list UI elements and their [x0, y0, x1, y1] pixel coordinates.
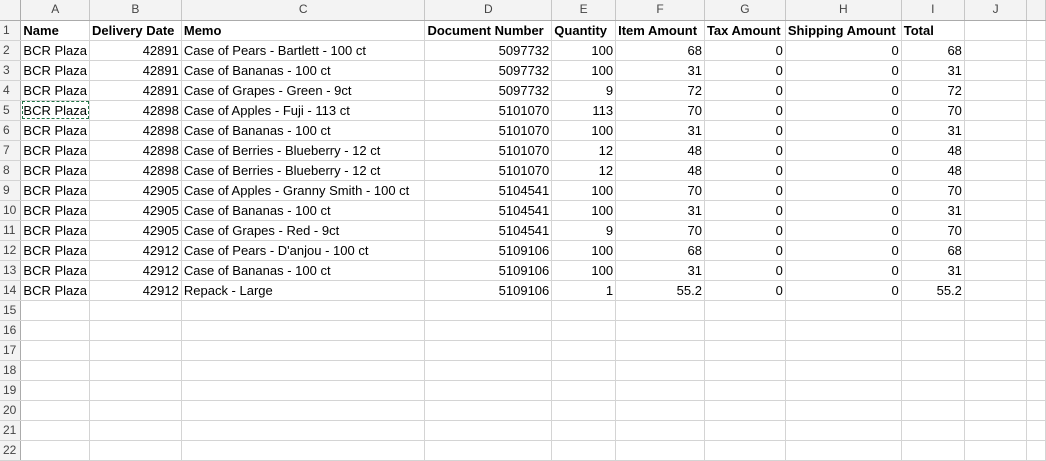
- cell[interactable]: [964, 40, 1026, 60]
- cell[interactable]: [1027, 280, 1046, 300]
- row-header[interactable]: 22: [0, 440, 21, 460]
- cell[interactable]: [901, 400, 964, 420]
- row-header[interactable]: 17: [0, 340, 21, 360]
- cell[interactable]: [964, 220, 1026, 240]
- cell[interactable]: [901, 360, 964, 380]
- cell[interactable]: [901, 440, 964, 460]
- cell[interactable]: [1027, 140, 1046, 160]
- row-header[interactable]: 3: [0, 60, 21, 80]
- column-header-c[interactable]: C: [181, 0, 425, 20]
- cell[interactable]: [616, 320, 705, 340]
- cell[interactable]: Case of Berries - Blueberry - 12 ct: [181, 160, 425, 180]
- cell[interactable]: 70: [616, 180, 705, 200]
- cell[interactable]: [1027, 380, 1046, 400]
- cell[interactable]: [785, 400, 901, 420]
- cell[interactable]: [785, 320, 901, 340]
- cell[interactable]: BCR Plaza: [21, 240, 90, 260]
- column-header-i[interactable]: I: [901, 0, 964, 20]
- cell[interactable]: 42891: [90, 80, 182, 100]
- column-header-e[interactable]: E: [552, 0, 616, 20]
- cell[interactable]: [964, 200, 1026, 220]
- header-cell[interactable]: Total: [901, 20, 964, 40]
- cell[interactable]: 70: [616, 100, 705, 120]
- cell[interactable]: [90, 420, 182, 440]
- cell[interactable]: Case of Bananas - 100 ct: [181, 260, 425, 280]
- cell[interactable]: BCR Plaza: [21, 200, 90, 220]
- cell[interactable]: 70: [901, 220, 964, 240]
- cell[interactable]: [1027, 400, 1046, 420]
- table-row: [0, 160, 1046, 180]
- cell[interactable]: 31: [616, 200, 705, 220]
- cell[interactable]: 42898: [90, 100, 182, 120]
- cell[interactable]: Case of Apples - Fuji - 113 ct: [181, 100, 425, 120]
- cell[interactable]: 42898: [90, 160, 182, 180]
- table-row: [0, 280, 1046, 300]
- row-header[interactable]: 6: [0, 120, 21, 140]
- cell[interactable]: 0: [704, 260, 785, 280]
- cell[interactable]: [964, 20, 1026, 40]
- cell[interactable]: [964, 140, 1026, 160]
- cell[interactable]: [425, 300, 552, 320]
- cell[interactable]: [901, 340, 964, 360]
- cell[interactable]: 31: [616, 120, 705, 140]
- cell[interactable]: [785, 380, 901, 400]
- cell[interactable]: [90, 400, 182, 420]
- table-row: [0, 140, 1046, 160]
- cell[interactable]: 48: [901, 140, 964, 160]
- cell[interactable]: 72: [901, 80, 964, 100]
- cell[interactable]: [901, 420, 964, 440]
- cell[interactable]: 0: [785, 60, 901, 80]
- cell[interactable]: [901, 320, 964, 340]
- cell[interactable]: [785, 340, 901, 360]
- cell[interactable]: BCR Plaza: [21, 260, 90, 280]
- row-header[interactable]: 15: [0, 300, 21, 320]
- cell[interactable]: BCR Plaza: [21, 80, 90, 100]
- cell[interactable]: 0: [704, 60, 785, 80]
- cell[interactable]: [181, 380, 425, 400]
- cell[interactable]: 42905: [90, 200, 182, 220]
- cell[interactable]: [964, 440, 1026, 460]
- cell[interactable]: 5109106: [425, 240, 552, 260]
- cell[interactable]: [552, 360, 616, 380]
- cell[interactable]: BCR Plaza: [21, 140, 90, 160]
- cell[interactable]: [552, 340, 616, 360]
- cell[interactable]: 0: [704, 120, 785, 140]
- cell[interactable]: Case of Bananas - 100 ct: [181, 200, 425, 220]
- row-header[interactable]: 4: [0, 80, 21, 100]
- cell[interactable]: 5104541: [425, 220, 552, 240]
- cell[interactable]: [964, 360, 1026, 380]
- table-row: [0, 320, 1046, 340]
- cell[interactable]: 70: [901, 100, 964, 120]
- cell[interactable]: 12: [552, 140, 616, 160]
- cell[interactable]: [616, 440, 705, 460]
- table-row: [0, 380, 1046, 400]
- cell[interactable]: [964, 400, 1026, 420]
- cell[interactable]: [785, 440, 901, 460]
- cell[interactable]: 0: [704, 40, 785, 60]
- cell[interactable]: [704, 380, 785, 400]
- cell[interactable]: 68: [616, 40, 705, 60]
- cell[interactable]: [425, 360, 552, 380]
- cell[interactable]: [21, 320, 90, 340]
- cell[interactable]: 68: [616, 240, 705, 260]
- cell[interactable]: [1027, 160, 1046, 180]
- cell[interactable]: 5097732: [425, 60, 552, 80]
- cell[interactable]: 48: [616, 160, 705, 180]
- cell[interactable]: [425, 320, 552, 340]
- table-row: [0, 340, 1046, 360]
- row-header[interactable]: 2: [0, 40, 21, 60]
- cell[interactable]: [181, 360, 425, 380]
- cell[interactable]: [1027, 440, 1046, 460]
- cell[interactable]: [1027, 60, 1046, 80]
- cell[interactable]: [964, 420, 1026, 440]
- cell[interactable]: [1027, 220, 1046, 240]
- cell[interactable]: Case of Bananas - 100 ct: [181, 120, 425, 140]
- cell[interactable]: [964, 320, 1026, 340]
- cell[interactable]: [21, 300, 90, 320]
- cell[interactable]: 68: [901, 240, 964, 260]
- cell[interactable]: 72: [616, 80, 705, 100]
- cell[interactable]: [181, 340, 425, 360]
- table-row: [0, 440, 1046, 460]
- header-cell[interactable]: Memo: [181, 20, 425, 40]
- cell[interactable]: 0: [704, 180, 785, 200]
- cell[interactable]: [425, 380, 552, 400]
- cell[interactable]: [1027, 260, 1046, 280]
- cell[interactable]: 42912: [90, 240, 182, 260]
- cell[interactable]: [90, 360, 182, 380]
- cell[interactable]: Case of Grapes - Green - 9ct: [181, 80, 425, 100]
- cell[interactable]: [181, 400, 425, 420]
- cell[interactable]: [964, 180, 1026, 200]
- cell[interactable]: 5109106: [425, 280, 552, 300]
- cell[interactable]: BCR Plaza: [21, 160, 90, 180]
- row-header[interactable]: 1: [0, 20, 21, 40]
- cell[interactable]: [964, 100, 1026, 120]
- cell[interactable]: 42912: [90, 260, 182, 280]
- cell[interactable]: [181, 320, 425, 340]
- cell[interactable]: [704, 300, 785, 320]
- cell[interactable]: [964, 60, 1026, 80]
- cell[interactable]: 100: [552, 240, 616, 260]
- cell[interactable]: 0: [704, 220, 785, 240]
- cell[interactable]: 42891: [90, 40, 182, 60]
- cell[interactable]: 0: [785, 280, 901, 300]
- cell[interactable]: 113: [552, 100, 616, 120]
- table-row: [0, 220, 1046, 240]
- cell[interactable]: 0: [704, 240, 785, 260]
- cell[interactable]: BCR Plaza: [21, 280, 90, 300]
- header-cell[interactable]: Delivery Date: [90, 20, 182, 40]
- row-header[interactable]: 10: [0, 200, 21, 220]
- row-header[interactable]: 16: [0, 320, 21, 340]
- column-header-overflow[interactable]: [1027, 0, 1046, 20]
- cell[interactable]: 0: [785, 240, 901, 260]
- cell[interactable]: [90, 380, 182, 400]
- cell[interactable]: [425, 440, 552, 460]
- column-header-row: [0, 0, 1046, 20]
- table-row: [0, 360, 1046, 380]
- cell[interactable]: 42898: [90, 140, 182, 160]
- cell[interactable]: 5097732: [425, 40, 552, 60]
- cell[interactable]: [21, 440, 90, 460]
- cell[interactable]: 1: [552, 280, 616, 300]
- cell[interactable]: [90, 440, 182, 460]
- cell[interactable]: [552, 420, 616, 440]
- cell[interactable]: [181, 300, 425, 320]
- cell[interactable]: 42905: [90, 180, 182, 200]
- cell[interactable]: 100: [552, 120, 616, 140]
- cell[interactable]: 5101070: [425, 140, 552, 160]
- cell[interactable]: [21, 360, 90, 380]
- table-row: [0, 420, 1046, 440]
- table-row: [0, 260, 1046, 280]
- cell[interactable]: 5097732: [425, 80, 552, 100]
- cell[interactable]: 68: [901, 40, 964, 60]
- cell[interactable]: [704, 360, 785, 380]
- cell[interactable]: 5104541: [425, 200, 552, 220]
- cell[interactable]: [21, 340, 90, 360]
- row-header[interactable]: 13: [0, 260, 21, 280]
- cell[interactable]: 100: [552, 260, 616, 280]
- cell[interactable]: 70: [616, 220, 705, 240]
- cell[interactable]: Case of Grapes - Red - 9ct: [181, 220, 425, 240]
- cell[interactable]: 5104541: [425, 180, 552, 200]
- cell[interactable]: 0: [785, 160, 901, 180]
- cell[interactable]: [1027, 180, 1046, 200]
- cell[interactable]: 48: [901, 160, 964, 180]
- table-row: [0, 80, 1046, 100]
- cell[interactable]: 31: [901, 120, 964, 140]
- cell[interactable]: Case of Bananas - 100 ct: [181, 60, 425, 80]
- table-row: [0, 300, 1046, 320]
- cell[interactable]: [1027, 40, 1046, 60]
- cell[interactable]: [1027, 200, 1046, 220]
- column-header-g[interactable]: G: [704, 0, 785, 20]
- cell[interactable]: 0: [704, 140, 785, 160]
- cell[interactable]: Repack - Large: [181, 280, 425, 300]
- column-header-a[interactable]: A: [21, 0, 90, 20]
- header-cell[interactable]: Shipping Amount: [785, 20, 901, 40]
- cell[interactable]: Case of Berries - Blueberry - 12 ct: [181, 140, 425, 160]
- cell[interactable]: [704, 440, 785, 460]
- cell[interactable]: [704, 320, 785, 340]
- cell[interactable]: 0: [785, 180, 901, 200]
- cell[interactable]: 31: [901, 260, 964, 280]
- table-row: [0, 100, 1046, 120]
- table-row: [0, 400, 1046, 420]
- table-row: [0, 240, 1046, 260]
- column-header-f[interactable]: F: [616, 0, 705, 20]
- cell[interactable]: [1027, 240, 1046, 260]
- cell[interactable]: [616, 360, 705, 380]
- cell[interactable]: [616, 340, 705, 360]
- cell[interactable]: 31: [901, 60, 964, 80]
- cell[interactable]: 0: [704, 160, 785, 180]
- cell[interactable]: [1027, 20, 1046, 40]
- cell[interactable]: 0: [785, 80, 901, 100]
- cell[interactable]: BCR Plaza: [21, 180, 90, 200]
- column-header-d[interactable]: D: [425, 0, 552, 20]
- cell[interactable]: 42912: [90, 280, 182, 300]
- cell[interactable]: [1027, 100, 1046, 120]
- cell[interactable]: [552, 300, 616, 320]
- cell[interactable]: 100: [552, 60, 616, 80]
- cell[interactable]: [785, 360, 901, 380]
- cell[interactable]: 70: [901, 180, 964, 200]
- cell[interactable]: BCR Plaza: [21, 40, 90, 60]
- cell[interactable]: [1027, 340, 1046, 360]
- cell[interactable]: 100: [552, 40, 616, 60]
- row-header[interactable]: 18: [0, 360, 21, 380]
- cell[interactable]: 9: [552, 220, 616, 240]
- cell[interactable]: [425, 420, 552, 440]
- cell[interactable]: [90, 300, 182, 320]
- cell[interactable]: [552, 440, 616, 460]
- cell[interactable]: [552, 400, 616, 420]
- cell[interactable]: 5101070: [425, 100, 552, 120]
- cell[interactable]: 100: [552, 200, 616, 220]
- cell[interactable]: [552, 320, 616, 340]
- row-header[interactable]: 8: [0, 160, 21, 180]
- cell[interactable]: [704, 400, 785, 420]
- cell[interactable]: [425, 340, 552, 360]
- cell[interactable]: 0: [785, 40, 901, 60]
- cell[interactable]: 0: [704, 100, 785, 120]
- cell[interactable]: [616, 380, 705, 400]
- table-row: [0, 20, 1046, 40]
- row-header[interactable]: 20: [0, 400, 21, 420]
- cell[interactable]: 0: [785, 120, 901, 140]
- header-cell[interactable]: Quantity: [552, 20, 616, 40]
- cell[interactable]: [21, 400, 90, 420]
- cell[interactable]: BCR Plaza: [21, 220, 90, 240]
- cell[interactable]: 0: [785, 200, 901, 220]
- cell[interactable]: [901, 300, 964, 320]
- header-cell[interactable]: Document Number: [425, 20, 552, 40]
- cell[interactable]: 31: [616, 260, 705, 280]
- cell[interactable]: 55.2: [901, 280, 964, 300]
- cell[interactable]: Case of Pears - Bartlett - 100 ct: [181, 40, 425, 60]
- column-header-b[interactable]: B: [90, 0, 182, 20]
- cell[interactable]: [964, 240, 1026, 260]
- cell[interactable]: 0: [704, 280, 785, 300]
- cell[interactable]: 5101070: [425, 120, 552, 140]
- cell[interactable]: [90, 320, 182, 340]
- cell[interactable]: [704, 340, 785, 360]
- cell[interactable]: [964, 380, 1026, 400]
- cell[interactable]: [785, 420, 901, 440]
- table-row: [0, 120, 1046, 140]
- row-header[interactable]: 11: [0, 220, 21, 240]
- cell[interactable]: [964, 340, 1026, 360]
- table-row: [0, 180, 1046, 200]
- cell[interactable]: 55.2: [616, 280, 705, 300]
- cell[interactable]: 9: [552, 80, 616, 100]
- header-cell[interactable]: Item Amount: [616, 20, 705, 40]
- cell[interactable]: 0: [785, 220, 901, 240]
- cell[interactable]: BCR Plaza: [21, 60, 90, 80]
- cell[interactable]: [964, 280, 1026, 300]
- column-header-j[interactable]: J: [964, 0, 1026, 20]
- cell[interactable]: 42891: [90, 60, 182, 80]
- cell[interactable]: [616, 400, 705, 420]
- row-header[interactable]: 5: [0, 100, 21, 120]
- cell[interactable]: [21, 420, 90, 440]
- cell[interactable]: Case of Apples - Granny Smith - 100 ct: [181, 180, 425, 200]
- cell[interactable]: 5109106: [425, 260, 552, 280]
- row-header[interactable]: 7: [0, 140, 21, 160]
- cell[interactable]: 31: [616, 60, 705, 80]
- cell[interactable]: 0: [785, 140, 901, 160]
- cell[interactable]: 12: [552, 160, 616, 180]
- cell[interactable]: 100: [552, 180, 616, 200]
- row-header[interactable]: 21: [0, 420, 21, 440]
- cell[interactable]: [964, 120, 1026, 140]
- cell[interactable]: [1027, 300, 1046, 320]
- cell[interactable]: [1027, 120, 1046, 140]
- cell[interactable]: 42898: [90, 120, 182, 140]
- cell[interactable]: [964, 80, 1026, 100]
- cell[interactable]: [901, 380, 964, 400]
- cell[interactable]: [1027, 420, 1046, 440]
- row-header[interactable]: 9: [0, 180, 21, 200]
- cell[interactable]: [1027, 360, 1046, 380]
- cell[interactable]: [21, 380, 90, 400]
- cell[interactable]: [964, 300, 1026, 320]
- cell[interactable]: 0: [704, 80, 785, 100]
- cell[interactable]: [181, 420, 425, 440]
- row-header[interactable]: 12: [0, 240, 21, 260]
- header-cell[interactable]: Tax Amount: [704, 20, 785, 40]
- cell[interactable]: [785, 300, 901, 320]
- cell[interactable]: [616, 420, 705, 440]
- cell[interactable]: [552, 380, 616, 400]
- cell[interactable]: [1027, 320, 1046, 340]
- table-row: [0, 200, 1046, 220]
- cell[interactable]: Case of Pears - D'anjou - 100 ct: [181, 240, 425, 260]
- cell[interactable]: 42905: [90, 220, 182, 240]
- selected-cell[interactable]: BCR Plaza: [21, 100, 90, 120]
- cell[interactable]: 48: [616, 140, 705, 160]
- cell[interactable]: [90, 340, 182, 360]
- cell[interactable]: [181, 440, 425, 460]
- cell[interactable]: [425, 400, 552, 420]
- cell[interactable]: [964, 260, 1026, 280]
- cell[interactable]: 0: [785, 100, 901, 120]
- row-header[interactable]: 19: [0, 380, 21, 400]
- cell[interactable]: 0: [785, 260, 901, 280]
- cell[interactable]: [1027, 80, 1046, 100]
- cell[interactable]: 5101070: [425, 160, 552, 180]
- cell[interactable]: [704, 420, 785, 440]
- table-row: [0, 60, 1046, 80]
- cell[interactable]: [964, 160, 1026, 180]
- column-header-h[interactable]: H: [785, 0, 901, 20]
- row-header[interactable]: 14: [0, 280, 21, 300]
- header-cell[interactable]: Name: [21, 20, 90, 40]
- cell[interactable]: 31: [901, 200, 964, 220]
- table-row: [0, 40, 1046, 60]
- cell[interactable]: BCR Plaza: [21, 120, 90, 140]
- cell[interactable]: [616, 300, 705, 320]
- cell[interactable]: 0: [704, 200, 785, 220]
- select-all-corner[interactable]: [0, 0, 21, 20]
